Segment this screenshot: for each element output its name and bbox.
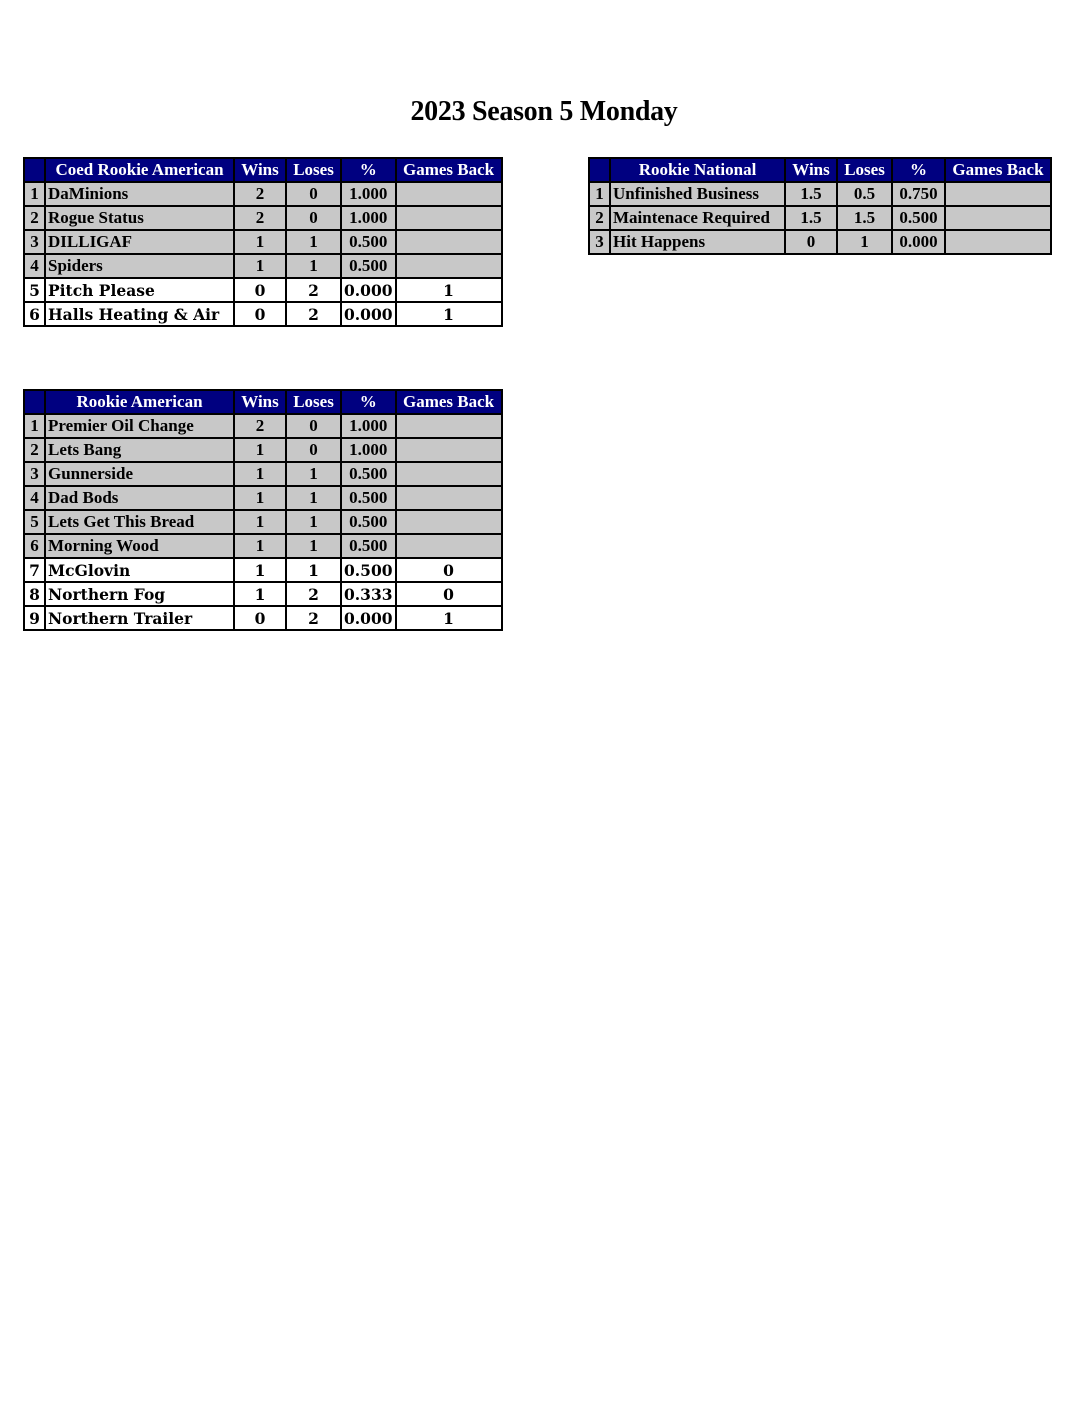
team-name-cell: Dad Bods <box>45 486 234 510</box>
rank-cell: 8 <box>24 582 45 606</box>
wins-cell: 1 <box>234 438 286 462</box>
table-header-row <box>589 158 1051 182</box>
team-name-cell: Unfinished Business <box>610 182 785 206</box>
wins-cell: 0 <box>234 278 286 302</box>
wins-cell: 1 <box>234 558 286 582</box>
rank-cell: 2 <box>589 206 610 230</box>
games-back-cell <box>396 534 502 558</box>
percent-column-header: % <box>341 390 396 414</box>
loses-cell: 1 <box>286 510 341 534</box>
standings-table-rookie-american <box>23 389 503 631</box>
table-row <box>24 254 502 278</box>
percent-cell: 0.333 <box>341 582 396 606</box>
wins-cell: 1 <box>234 254 286 278</box>
rank-column-header <box>24 390 45 414</box>
loses-column-header: Loses <box>286 158 341 182</box>
team-name-cell: Spiders <box>45 254 234 278</box>
team-name-cell: Rogue Status <box>45 206 234 230</box>
rank-cell: 9 <box>24 606 45 630</box>
loses-cell: 1 <box>837 230 892 254</box>
wins-cell: 2 <box>234 206 286 230</box>
percent-cell: 0.500 <box>341 230 396 254</box>
table-row <box>24 230 502 254</box>
wins-cell: 1 <box>234 534 286 558</box>
games-back-cell <box>396 462 502 486</box>
games-back-cell <box>396 414 502 438</box>
wins-cell: 0 <box>234 606 286 630</box>
games-back-cell <box>396 486 502 510</box>
table-row <box>24 438 502 462</box>
loses-cell: 1 <box>286 230 341 254</box>
loses-cell: 0 <box>286 438 341 462</box>
table-row <box>589 206 1051 230</box>
games-back-cell <box>396 254 502 278</box>
standings-table-coed-rookie-american <box>23 157 503 327</box>
team-name-cell: Lets Bang <box>45 438 234 462</box>
games-back-column-header: Games Back <box>945 158 1051 182</box>
rank-cell: 2 <box>24 438 45 462</box>
table-row <box>24 606 502 630</box>
division-name-header: Coed Rookie American <box>45 158 234 182</box>
team-name-cell: Premier Oil Change <box>45 414 234 438</box>
team-name-cell: Maintenace Required <box>610 206 785 230</box>
page-title: 2023 Season 5 Monday <box>410 96 678 127</box>
games-back-cell <box>396 510 502 534</box>
table-row <box>24 534 502 558</box>
wins-cell: 1.5 <box>785 206 837 230</box>
loses-cell: 1.5 <box>837 206 892 230</box>
games-back-cell <box>396 230 502 254</box>
percent-cell: 0.500 <box>892 206 945 230</box>
table-row <box>24 302 502 326</box>
percent-cell: 0.750 <box>892 182 945 206</box>
table-row <box>24 182 502 206</box>
wins-cell: 1 <box>234 462 286 486</box>
table-header-row <box>24 158 502 182</box>
table-row <box>24 558 502 582</box>
games-back-cell <box>396 438 502 462</box>
loses-cell: 1 <box>286 462 341 486</box>
percent-cell: 1.000 <box>341 182 396 206</box>
games-back-cell: 1 <box>396 606 502 630</box>
table-row <box>24 414 502 438</box>
games-back-cell <box>945 182 1051 206</box>
division-name-header: Rookie National <box>610 158 785 182</box>
loses-cell: 1 <box>286 558 341 582</box>
rank-column-header <box>24 158 45 182</box>
loses-cell: 2 <box>286 606 341 630</box>
rank-cell: 1 <box>589 182 610 206</box>
wins-cell: 1 <box>234 582 286 606</box>
loses-column-header: Loses <box>286 390 341 414</box>
table-header-row <box>24 390 502 414</box>
percent-cell: 0.500 <box>341 486 396 510</box>
team-name-cell: Hit Happens <box>610 230 785 254</box>
rank-cell: 6 <box>24 302 45 326</box>
rank-cell: 4 <box>24 254 45 278</box>
rank-cell: 3 <box>589 230 610 254</box>
percent-cell: 0.500 <box>341 558 396 582</box>
games-back-cell <box>945 230 1051 254</box>
games-back-cell: 1 <box>396 302 502 326</box>
team-name-cell: Northern Fog <box>45 582 234 606</box>
wins-cell: 1 <box>234 230 286 254</box>
percent-cell: 0.500 <box>341 254 396 278</box>
table-row <box>589 230 1051 254</box>
percent-cell: 0.000 <box>341 278 396 302</box>
loses-cell: 1 <box>286 534 341 558</box>
table-row <box>589 182 1051 206</box>
games-back-column-header: Games Back <box>396 158 502 182</box>
wins-cell: 2 <box>234 414 286 438</box>
table-row <box>24 582 502 606</box>
rank-cell: 3 <box>24 230 45 254</box>
wins-cell: 0 <box>785 230 837 254</box>
rank-column-header <box>589 158 610 182</box>
percent-cell: 0.000 <box>892 230 945 254</box>
rank-cell: 4 <box>24 486 45 510</box>
team-name-cell: McGlovin <box>45 558 234 582</box>
loses-cell: 2 <box>286 302 341 326</box>
team-name-cell: Morning Wood <box>45 534 234 558</box>
percent-column-header: % <box>341 158 396 182</box>
loses-cell: 1 <box>286 486 341 510</box>
table-row <box>24 486 502 510</box>
rank-cell: 5 <box>24 510 45 534</box>
team-name-cell: Gunnerside <box>45 462 234 486</box>
rank-cell: 6 <box>24 534 45 558</box>
team-name-cell: Halls Heating & Air <box>45 302 234 326</box>
team-name-cell: Pitch Please <box>45 278 234 302</box>
loses-cell: 0 <box>286 206 341 230</box>
percent-column-header: % <box>892 158 945 182</box>
percent-cell: 0.500 <box>341 510 396 534</box>
rank-cell: 7 <box>24 558 45 582</box>
wins-cell: 1 <box>234 486 286 510</box>
wins-cell: 2 <box>234 182 286 206</box>
rank-cell: 1 <box>24 414 45 438</box>
division-name-header: Rookie American <box>45 390 234 414</box>
percent-cell: 1.000 <box>341 438 396 462</box>
games-back-cell: 1 <box>396 278 502 302</box>
percent-cell: 0.500 <box>341 462 396 486</box>
wins-cell: 1 <box>234 510 286 534</box>
loses-column-header: Loses <box>837 158 892 182</box>
games-back-cell <box>396 206 502 230</box>
percent-cell: 0.000 <box>341 606 396 630</box>
games-back-cell: 0 <box>396 558 502 582</box>
table-row <box>24 510 502 534</box>
team-name-cell: DaMinions <box>45 182 234 206</box>
wins-column-header: Wins <box>234 390 286 414</box>
games-back-cell: 0 <box>396 582 502 606</box>
team-name-cell: Northern Trailer <box>45 606 234 630</box>
wins-column-header: Wins <box>234 158 286 182</box>
percent-cell: 1.000 <box>341 414 396 438</box>
percent-cell: 0.500 <box>341 534 396 558</box>
table-row <box>24 462 502 486</box>
loses-cell: 0 <box>286 182 341 206</box>
team-name-cell: DILLIGAF <box>45 230 234 254</box>
loses-cell: 0.5 <box>837 182 892 206</box>
loses-cell: 2 <box>286 278 341 302</box>
games-back-cell <box>945 206 1051 230</box>
loses-cell: 2 <box>286 582 341 606</box>
percent-cell: 1.000 <box>341 206 396 230</box>
rank-cell: 2 <box>24 206 45 230</box>
percent-cell: 0.000 <box>341 302 396 326</box>
rank-cell: 5 <box>24 278 45 302</box>
table-row <box>24 278 502 302</box>
rank-cell: 1 <box>24 182 45 206</box>
rank-cell: 3 <box>24 462 45 486</box>
team-name-cell: Lets Get This Bread <box>45 510 234 534</box>
loses-cell: 1 <box>286 254 341 278</box>
games-back-cell <box>396 182 502 206</box>
table-row <box>24 206 502 230</box>
wins-cell: 0 <box>234 302 286 326</box>
standings-table-rookie-national <box>588 157 1052 255</box>
loses-cell: 0 <box>286 414 341 438</box>
games-back-column-header: Games Back <box>396 390 502 414</box>
wins-cell: 1.5 <box>785 182 837 206</box>
wins-column-header: Wins <box>785 158 837 182</box>
